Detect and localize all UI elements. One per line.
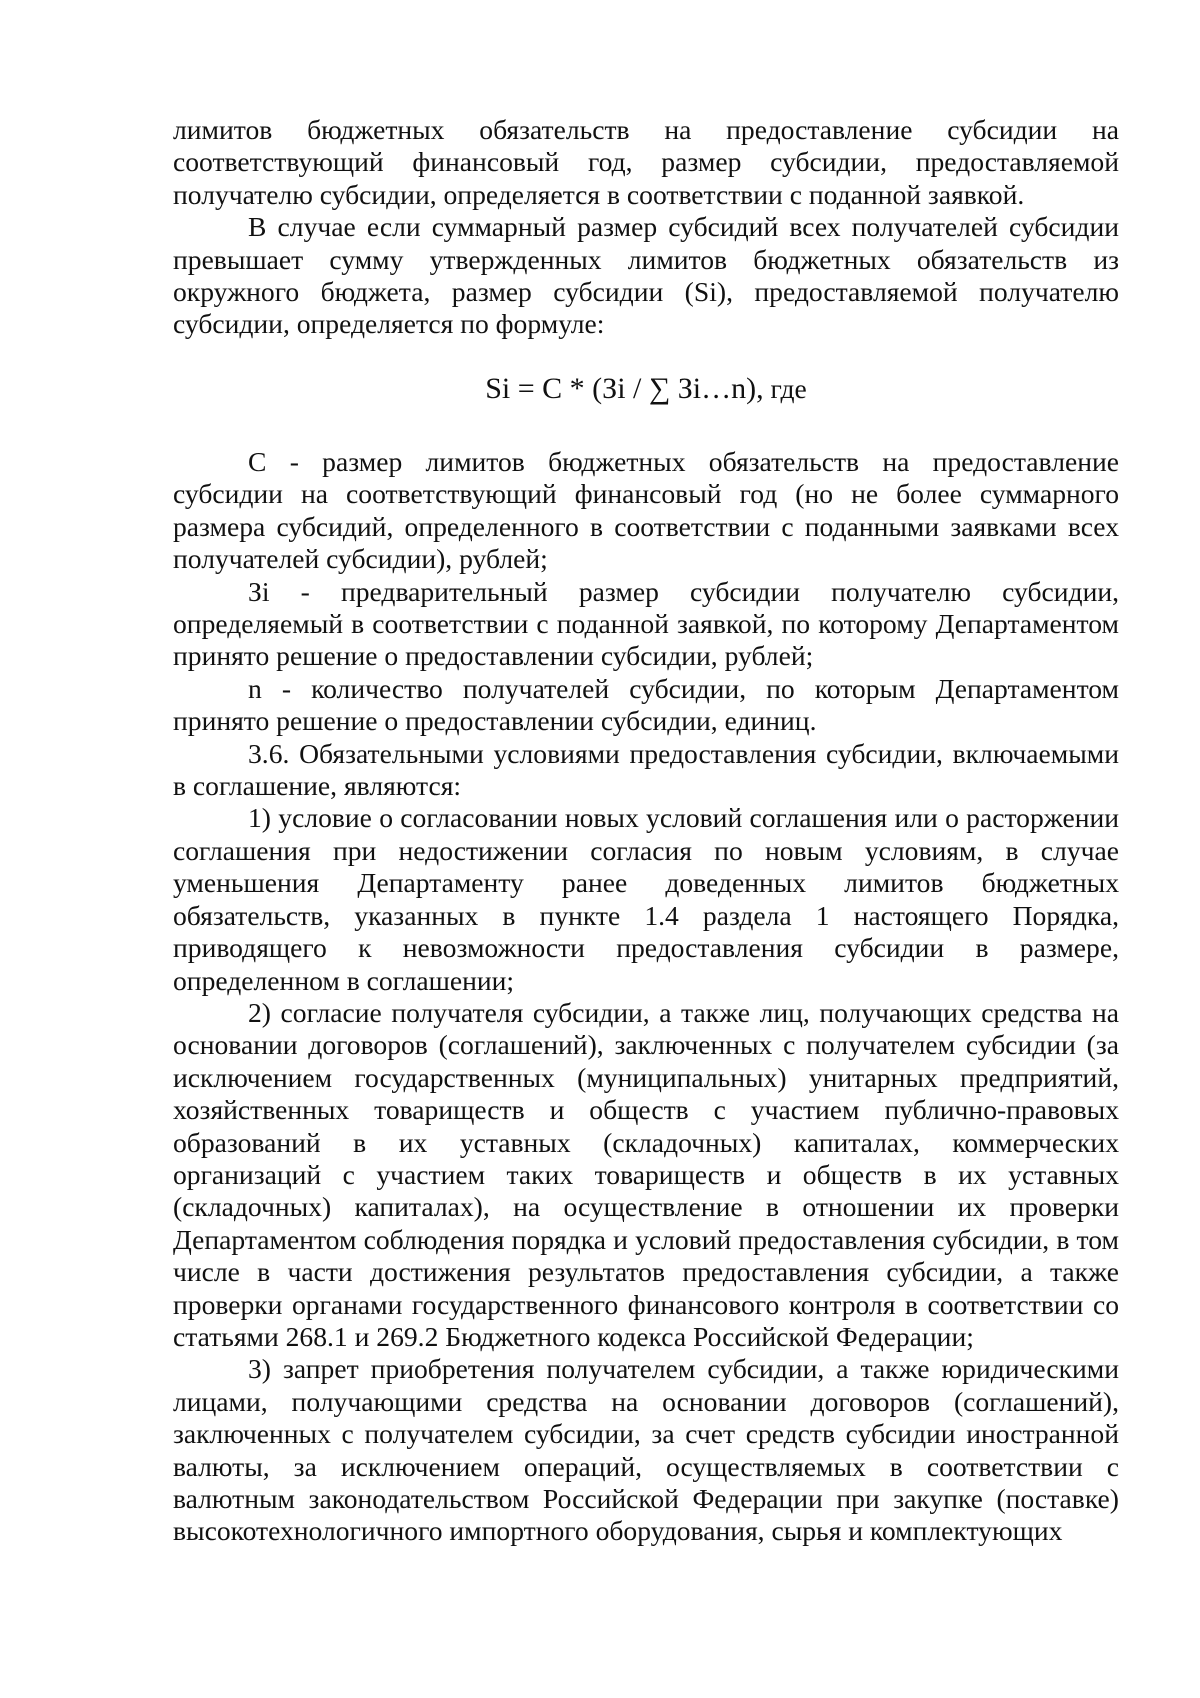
paragraph-section-3-6: 3.6. Обязательными условиями предоставления субсидии, включаемыми в соглашение, являются:	[173, 737, 1119, 802]
paragraph-formula-intro: В случае если суммарный размер субсидий всех получателей субсидии превышает сумму утвержденных лимитов бюджетных обязательств из окружного бюджета, размер субсидии (Si), предоставляемой получателю субсидии, определяется по формуле:	[173, 211, 1119, 340]
paragraph-definition-c: C - размер лимитов бюджетных обязательств на предоставление субсидии на соответствующий финансовый год (но не более суммарного размера субсидий, определенного в соответствии с поданными заявками всех получателей субсидии), рублей;	[173, 446, 1119, 575]
bottom-text-section	[173, 446, 1119, 1548]
subsidy-formula	[173, 373, 1119, 405]
paragraph-limits-continuation: лимитов бюджетных обязательств на предоставление субсидии на соответствующий финансовый год, размер субсидии, предоставляемой получателю субсидии, определяется в соответствии с поданной заявкой.	[173, 114, 1119, 210]
paragraph-definition-zi: Зi - предварительный размер субсидии получателю субсидии, определяемый в соответствии с поданной заявкой, по которому Департаментом принято решение о предоставлении субсидии, рублей;	[173, 575, 1119, 672]
formula-suffix: где	[763, 373, 807, 404]
paragraph-condition-2: 2) согласие получателя субсидии, а также лиц, получающих средства на основании договоров (соглашений), заключенных с получателем субсидии (за исключением государственных (муниципальных) унитарных предприятий, хозяйственных товариществ и обществ с участием публично-правовых образований в их уставных (складочных) капиталах, коммерческих организаций с участием таких товариществ и обществ в их уставных (складочных) капиталах), на осуществление в отношении их проверки Департаментом соблюдения порядка и условий предоставления субсидии, в том числе в части достижения результатов предоставления субсидии, а также проверки органами государственного финансового контроля в соответствии со статьями 268.1 и 269.2 Бюджетного кодекса Российской Федерации;	[173, 996, 1119, 1352]
top-text-section	[173, 114, 1119, 341]
paragraph-condition-3: 3) запрет приобретения получателем субсидии, а также юридическими лицами, получающими средства на основании договоров (соглашений), заключенных с получателем субсидии, за счет средств субсидии иностранной валюты, за исключением операций, осуществляемых в соответствии с валютным законодательством Российской Федерации при закупке (поставке) высокотехнологичного импортного оборудования, сырья и комплектующих	[173, 1353, 1119, 1547]
paragraph-definition-n: n - количество получателей субсидии, по которым Департаментом принято решение о предоставлении субсидии, единиц.	[173, 672, 1119, 737]
formula-expression: Si = C * (Зi / ∑ Зi…n),	[485, 372, 764, 405]
paragraph-condition-1: 1) условие о согласовании новых условий соглашения или о расторжении соглашения при недостижении согласия по новым условиям, в случае уменьшения Департаменту ранее доведенных лимитов бюджетных обязательств, указанных в пункте 1.4 раздела 1 настоящего Порядка, приводящего к невозможности предоставления субсидии в размере, определенном в соглашении;	[173, 802, 1119, 996]
